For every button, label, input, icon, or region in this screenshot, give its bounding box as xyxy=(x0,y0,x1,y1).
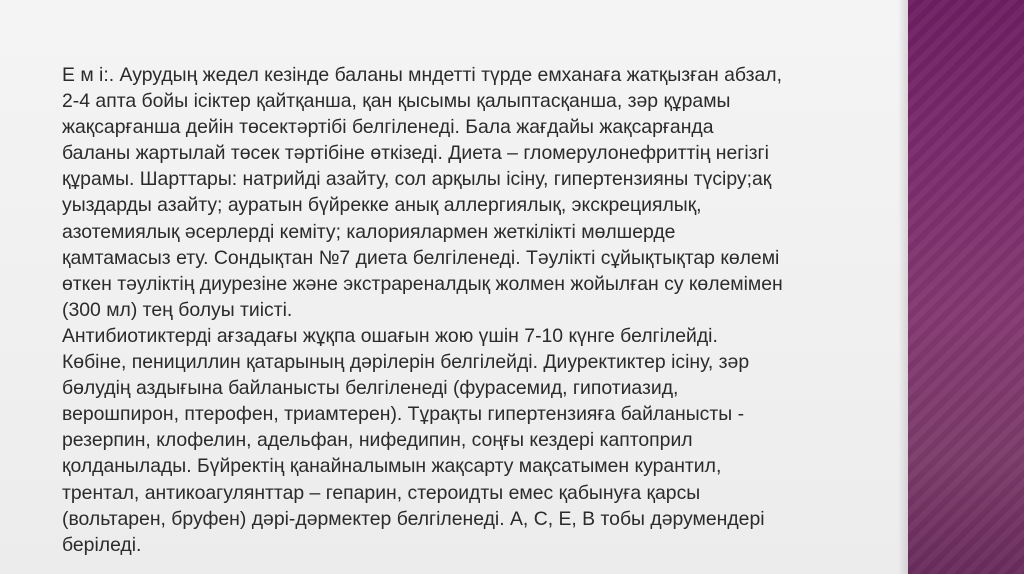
text-line: азотемиялық әсерлерді кеміту; калориялармен жеткілікті мөлшерде xyxy=(62,220,676,243)
text-line: өткен тәуліктің диурезіне және экстрареналдық жолмен жойылған су көлемімен xyxy=(62,272,783,295)
accent-side-bar-texture xyxy=(908,0,1024,574)
text-line: Антибиотиктерді ағзадағы жұқпа ошағын жою үшін 7-10 күнге белгілейді. xyxy=(62,324,718,347)
text-line: қамтамасыз ету. Сондықтан №7 диета белгіленеді. Тәулікті сұйықтықтар көлемі xyxy=(62,246,780,269)
text-line: (вольтарен, бруфен) дәрі-дәрмектер белгіленеді. А, С, Е, В тобы дәрумендері xyxy=(62,507,765,530)
text-line: Е м і:. Аурудың жедел кезінде баланы мндетті түрде емханаға жатқызған абзал, xyxy=(62,64,782,86)
text-line: беріледі. xyxy=(62,533,142,556)
text-line: трентал, антикоагулянттар – гепарин, стероидты емес қабынуға қарсы xyxy=(62,481,701,504)
text-line: 2-4 апта бойы ісіктер қайтқанша, қан қысымы қалыптасқанша, зәр құрамы xyxy=(62,90,731,113)
text-line: жақсарғанша дейін төсектәртібі белгіленеді. Бала жағдайы жақсарғанда xyxy=(62,116,714,139)
text-line: құрамы. Шарттары: натрийді азайту, сол арқылы ісіну, гипертензияны түсіру;ақ xyxy=(62,168,772,191)
text-line: резерпин, клофелин, адельфан, нифедипин, соңғы кездері каптоприл xyxy=(62,429,693,452)
text-line: баланы жартылай төсек тәртібіне өткізеді. Диета – гломерулонефриттің негізгі xyxy=(62,142,769,165)
text-line: Көбіне, пенициллин қатарының дәрілерін белгілейді. Диуректиктер ісіну, зәр xyxy=(62,351,750,374)
text-line: (300 мл) тең болуы тиісті. xyxy=(62,298,293,321)
text-line: верошпирон, птерофен, триамтерен). Тұрақты гипертензияға байланысты - xyxy=(62,403,745,426)
text-line: уыздарды азайту; ауратын бүйрекке анық аллергиялық, экскрециялық, xyxy=(62,194,702,217)
slide-body-text xyxy=(62,62,902,558)
text-line: қолданылады. Бүйректің қанайналымын жақсарту мақсатымен курантил, xyxy=(62,455,722,478)
text-line: бөлудің аздығына байланысты белгіленеді (фурасемид, гипотиазид, xyxy=(62,377,679,400)
